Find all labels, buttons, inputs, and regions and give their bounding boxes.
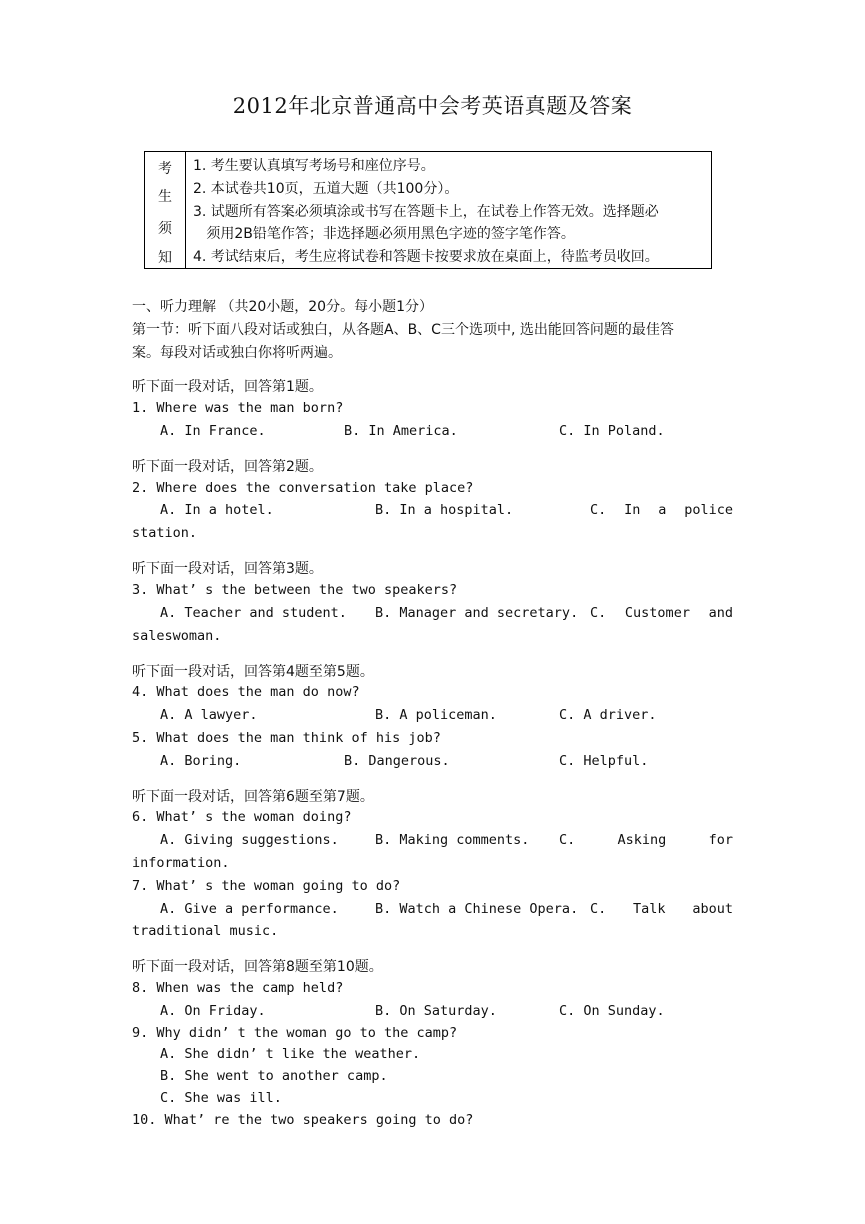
side-char: 生 <box>158 189 172 205</box>
option-c: C. Helpful. <box>559 753 649 769</box>
option-b: B. A policeman. <box>375 707 497 723</box>
option-c <box>559 832 733 848</box>
option-b: B. Dangerous. <box>344 753 450 769</box>
option-b: B. On Saturday. <box>375 1003 497 1019</box>
option-c-word: In <box>624 502 641 518</box>
notice-line: 1. 考生要认真填写考场号和座位序号。 <box>193 158 435 174</box>
option-c: C. She was ill. <box>160 1090 282 1106</box>
option-c-word: Customer <box>624 605 690 621</box>
option-c-word: C. <box>590 605 607 621</box>
group-prompt: 听下面一段对话，回答第2题。 <box>132 459 323 475</box>
option-a: A. A lawyer. <box>160 707 258 723</box>
option-c-word: C. <box>590 901 607 917</box>
question-stem: 10. What’ re the two speakers going to do? <box>132 1112 474 1128</box>
option-a: A. On Friday. <box>160 1003 266 1019</box>
question-stem: 6. What’ s the woman doing? <box>132 809 352 825</box>
option-c-word: Talk <box>633 901 666 917</box>
option-c <box>590 901 733 917</box>
option-c-word: Asking <box>617 832 667 848</box>
group-prompt: 听下面一段对话，回答第4题至第5题。 <box>132 664 374 680</box>
option-c-wrap: traditional music. <box>132 923 279 939</box>
option-c-wrap: information. <box>132 855 230 871</box>
option-a: A. In a hotel. <box>160 502 274 518</box>
side-char: 知 <box>158 250 172 266</box>
option-a: A. Give a performance. <box>160 901 339 917</box>
notice-line: 4. 考试结束后，考生应将试卷和答题卡按要求放在桌面上，待监考员收回。 <box>193 249 659 265</box>
question-stem: 4. What does the man do now? <box>132 684 360 700</box>
option-c-word: police <box>684 502 733 518</box>
option-b: B. Manager and secretary. <box>375 605 579 621</box>
question-stem: 3. What’ s the between the two speakers? <box>132 582 458 598</box>
group-prompt: 听下面一段对话，回答第1题。 <box>132 379 323 395</box>
option-c <box>590 605 733 621</box>
option-c: C. In Poland. <box>559 423 665 439</box>
option-a: A. Boring. <box>160 753 242 769</box>
group-prompt: 听下面一段对话，回答第8题至第10题。 <box>132 959 383 975</box>
option-b: B. She went to another camp. <box>160 1068 388 1084</box>
option-b: B. Making comments. <box>375 832 530 848</box>
option-c: C. On Sunday. <box>559 1003 665 1019</box>
notice-line: 须用2B铅笔作答；非选择题必须用黑色字迹的签字笔作答。 <box>193 226 575 242</box>
option-a: A. She didn’ t like the weather. <box>160 1046 421 1062</box>
section-intro: 第一节：听下面八段对话或独白，从各题A、B、C三个选项中, 选出能回答问题的最佳答 <box>132 322 674 338</box>
group-prompt: 听下面一段对话，回答第3题。 <box>132 561 323 577</box>
question-stem: 2. Where does the conversation take place? <box>132 480 474 496</box>
section-intro: 案。每段对话或独白你将听两遍。 <box>132 345 342 361</box>
option-c-word: C. <box>590 502 607 518</box>
option-c-word: C. <box>559 832 576 848</box>
question-stem: 1. Where was the man born? <box>132 400 344 416</box>
option-c-word: a <box>658 502 667 518</box>
option-c-word: for <box>708 832 733 848</box>
notice-side-label <box>145 152 186 268</box>
option-a: A. Giving suggestions. <box>160 832 339 848</box>
notice-line: 2. 本试卷共10页，五道大题（共100分）。 <box>193 181 459 197</box>
option-c <box>590 502 733 518</box>
notice-line: 3. 试题所有答案必须填涂或书写在答题卡上，在试卷上作答无效。选择题必 <box>193 204 659 220</box>
option-c-wrap: saleswoman. <box>132 628 222 644</box>
option-b: B. In a hospital. <box>375 502 514 518</box>
side-char: 须 <box>158 221 172 237</box>
option-b: B. Watch a Chinese Opera. <box>375 901 579 917</box>
page-title: 2012年北京普通高中会考英语真题及答案 <box>232 94 633 118</box>
question-stem: 5. What does the man think of his job? <box>132 730 441 746</box>
group-prompt: 听下面一段对话，回答第6题至第7题。 <box>132 789 374 805</box>
option-b: B. In America. <box>344 423 458 439</box>
option-c-word: about <box>692 901 733 917</box>
option-c: C. A driver. <box>559 707 657 723</box>
question-stem: 9. Why didn’ t the woman go to the camp? <box>132 1025 458 1041</box>
option-a: A. Teacher and student. <box>160 605 347 621</box>
option-a: A. In France. <box>160 423 266 439</box>
side-char: 考 <box>158 161 172 177</box>
question-stem: 8. When was the camp held? <box>132 980 344 996</box>
question-stem: 7. What’ s the woman going to do? <box>132 878 401 894</box>
exam-notice-box <box>144 151 712 269</box>
option-c-wrap: station. <box>132 525 198 541</box>
option-c-word: and <box>708 605 733 621</box>
section-heading: 一、听力理解 （共20小题，20分。每小题1分） <box>132 299 433 315</box>
